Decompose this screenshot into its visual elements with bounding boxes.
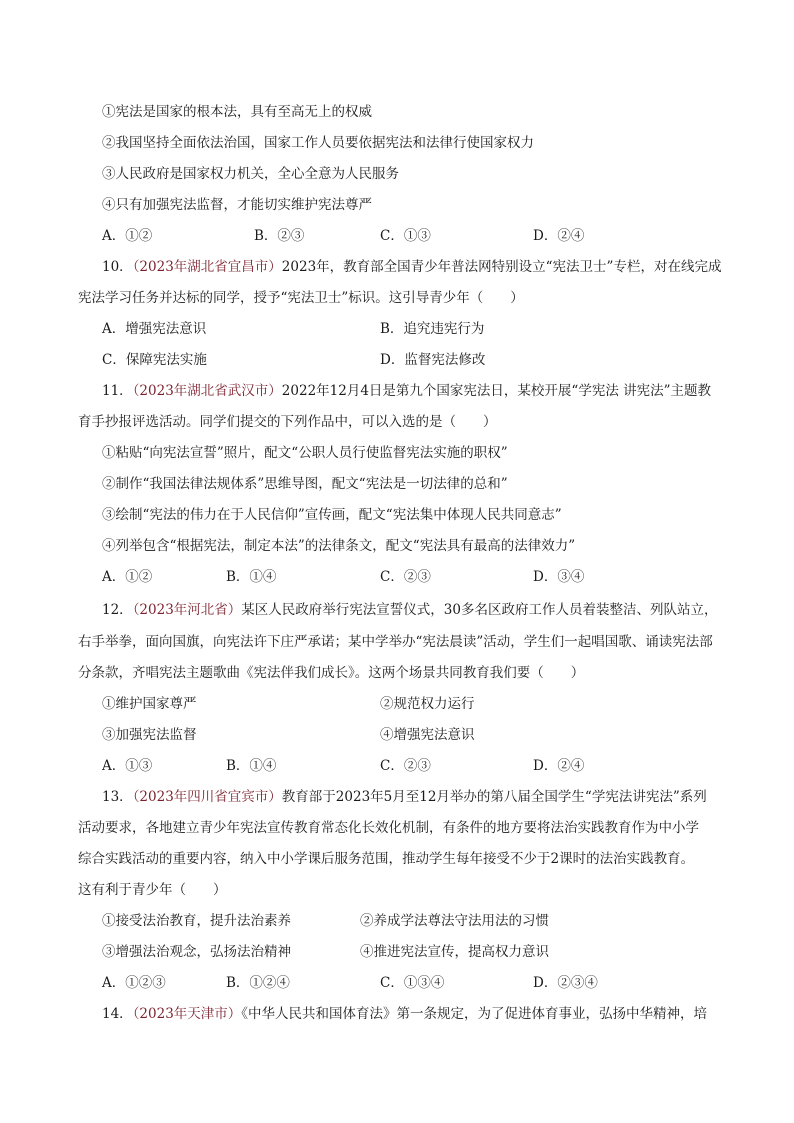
question-12 [102,600,717,620]
question-source: （2023年河北省） [132,602,242,618]
option-c: C．保障宪法实施 [102,352,207,368]
option-d: D．②③④ [533,975,598,991]
question-source: （2023年天津市） [132,1006,242,1022]
option-d: D．③④ [533,569,585,585]
option-a: A．①③ [102,758,153,774]
question-source: （2023年湖北省宜昌市） [132,259,282,275]
question-stem-line: 宪法学习任务并达标的同学，授予“宪法卫士”标识。这引导青少年（ ） [78,290,524,306]
statement-1: ①粘贴“向宪法宣誓”照片，配文“公职人员行使监督宪法实施的职权” [102,445,508,461]
option-b: B．①②④ [226,975,290,991]
statement-1: ①维护国家尊严 [102,696,197,712]
option-b: B．②③ [254,228,305,244]
question-source: （2023年四川省宜宾市） [132,789,282,805]
option-a: A．①② [102,228,153,244]
option-b: B．追究违宪行为 [380,321,485,337]
question-stem: 2023年，教育部全国青少年普法网特别设立“宪法卫士”专栏，对在线完成 [281,259,722,275]
question-13 [102,787,707,807]
statement-4: ④增强宪法意识 [380,727,475,743]
question-number: 12． [102,602,133,618]
question-stem: 某区人民政府举行宪法宣誓仪式，30多名区政府工作人员着装整洁、列队站立， [241,602,718,618]
question-10 [102,257,721,277]
question-number: 11． [102,383,133,399]
question-stem: 《中华人民共和国体育法》第一条规定，为了促进体育事业，弘扬中华精神，培 [241,1006,708,1022]
statement-2: ②我国坚持全面依法治国，国家工作人员要依据宪法和法律行使国家权力 [102,135,534,151]
option-c: C．①③④ [380,975,445,991]
option-c: C．①③ [380,228,431,244]
question-stem-line: 这有利于青少年（ ） [78,882,227,898]
statement-4: ④只有加强宪法监督，才能切实维护宪法尊严 [102,197,372,213]
question-stem-line: 右手举拳，面向国旗，向宪法许下庄严承诺；某中学举办“宪法晨读”活动，学生们一起唱国歌、诵读宪法部 [78,634,713,650]
question-number: 10． [102,259,133,275]
question-stem-line: 综合实践活动的重要内容，纳入中小学课后服务范围，推动学生每年接受不少于2课时的法治实践教育。 [78,851,695,867]
statement-3: ③加强宪法监督 [102,727,197,743]
option-d: D．②④ [533,228,585,244]
question-stem-line: 分条款，齐唱宪法主题歌曲《宪法伴我们成长》。这两个场景共同教育我们要（ ） [78,665,585,681]
statement-2: ②规范权力运行 [380,696,475,712]
question-stem: 教育部于2023年5月至12月举办的第八届全国学生“学宪法讲宪法”系列 [281,789,707,805]
option-d: D．监督宪法修改 [380,352,486,368]
statement-4: ④推进宪法宣传，提高权力意识 [360,944,549,960]
statement-3: ③绘制“宪法的伟力在于人民信仰”宣传画，配文“宪法集中体现人民共同意志” [102,507,562,523]
statement-1: ①宪法是国家的根本法，具有至高无上的权威 [102,104,372,120]
statement-3: ③人民政府是国家权力机关，全心全意为人民服务 [102,166,399,182]
option-c: C．②③ [380,569,431,585]
statement-3: ③增强法治观念，弘扬法治精神 [102,944,291,960]
question-11 [102,381,711,401]
question-source: （2023年湖北省武汉市） [132,383,282,399]
statement-2: ②制作“我国法律法规体系”思维导图，配文“宪法是一切法律的总和” [102,476,508,492]
statement-4: ④列举包含“根据宪法，制定本法”的法律条文，配文“宪法具有最高的法律效力” [102,538,576,554]
question-stem-line: 活动要求，各地建立青少年宪法宣传教育常态化长效化机制，有条件的地方要将法治实践教育作为中小学 [78,820,699,836]
option-c: C．②③ [380,758,431,774]
option-b: B．①④ [226,569,277,585]
question-number: 14． [102,1006,133,1022]
question-stem: 2022年12月4日是第九个国家宪法日，某校开展“学宪法 讲宪法”主题教 [281,383,712,399]
question-stem-line: 育手抄报评选活动。同学们提交的下列作品中，可以入选的是（ ） [78,414,497,430]
statement-2: ②养成学法尊法守法用法的习惯 [360,913,549,929]
question-number: 13． [102,789,133,805]
option-a: A．①②③ [102,975,166,991]
question-14 [102,1004,707,1024]
option-d: D．②④ [533,758,585,774]
option-a: A．①② [102,569,153,585]
statement-1: ①接受法治教育，提升法治素养 [102,913,291,929]
option-b: B．①④ [226,758,277,774]
option-a: A．增强宪法意识 [102,321,207,337]
